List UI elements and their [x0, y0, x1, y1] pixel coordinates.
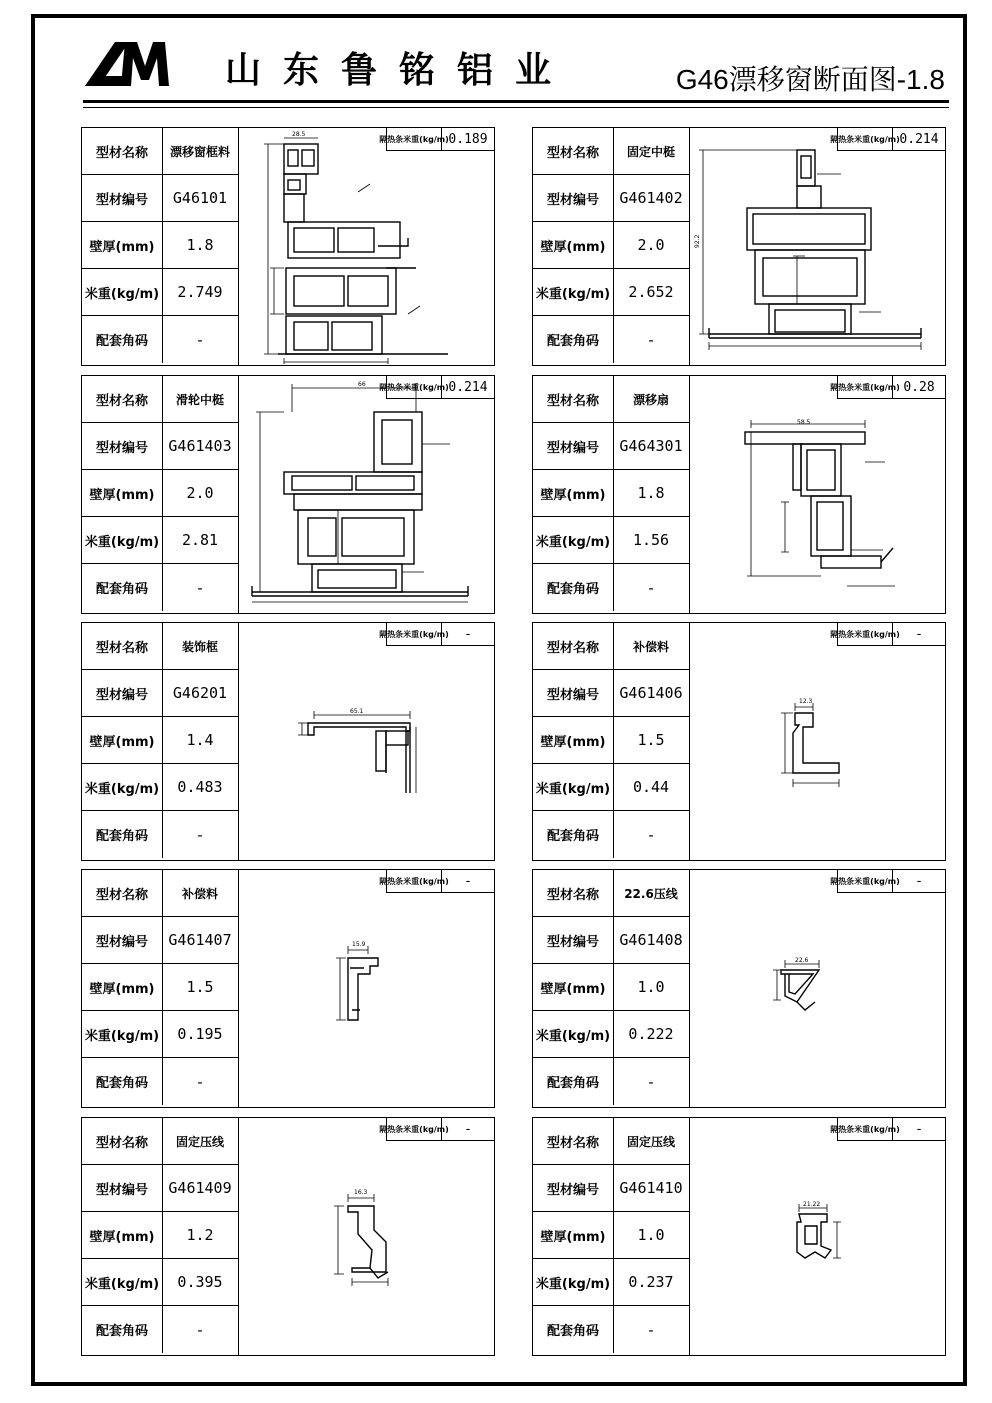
strip-weight-label: 隔热条米重(kg/m)	[387, 870, 442, 892]
spec-label-weight: 米重(kg/m)	[82, 1011, 163, 1057]
spec-row-name	[533, 1118, 689, 1165]
spec-row-name	[82, 623, 238, 670]
spec-value-code: G461403	[168, 437, 232, 455]
strip-weight-label: 隔热条米重(kg/m)	[387, 128, 442, 150]
spec-label-corner: 配套角码	[533, 564, 614, 611]
spec-row-code	[82, 175, 238, 222]
strip-weight-label: 隔热条米重(kg/m)	[838, 128, 893, 150]
spec-label-code: 型材编号	[533, 670, 614, 716]
profile-card-G461407	[81, 869, 495, 1108]
spec-label-code: 型材编号	[82, 1165, 163, 1211]
spec-value-corner: -	[195, 1320, 205, 1339]
spec-value-wall: 1.5	[637, 731, 665, 749]
spec-value-wall: 1.0	[637, 978, 665, 996]
spec-value-weight: 1.56	[632, 531, 670, 549]
strip-weight-value: -	[464, 873, 472, 889]
spec-row-corner	[533, 316, 689, 363]
spec-row-name	[82, 1118, 238, 1165]
company-logo	[85, 40, 169, 88]
dimension-label: 66	[358, 381, 366, 388]
spec-label-name: 型材名称	[533, 1118, 614, 1164]
spec-label-code: 型材编号	[82, 175, 163, 221]
spec-value-name: 补偿料	[181, 886, 218, 901]
spec-value-name: 固定中梃	[626, 144, 675, 159]
spec-value-wall: 1.5	[186, 978, 214, 996]
spec-label-wall: 壁厚(mm)	[82, 470, 163, 516]
header-rule-thin	[83, 107, 949, 108]
dimension-label: 22.6	[795, 957, 809, 964]
strip-weight-box	[830, 870, 945, 893]
title-block	[35, 18, 963, 108]
spec-row-wall	[82, 717, 238, 764]
spec-value-code: G461410	[619, 1179, 683, 1197]
profile-card-G461403	[81, 375, 495, 614]
spec-label-corner: 配套角码	[82, 1306, 163, 1353]
spec-row-corner	[82, 1058, 238, 1105]
profile-card-G46201	[81, 622, 495, 861]
strip-weight-box	[379, 870, 494, 893]
spec-value-wall: 1.8	[186, 236, 214, 254]
spec-value-corner: -	[195, 1072, 205, 1091]
spec-label-code: 型材编号	[533, 1165, 614, 1211]
spec-row-weight	[533, 517, 689, 564]
spec-row-code	[82, 423, 238, 470]
spec-label-corner: 配套角码	[533, 1306, 614, 1353]
profile-card-G461402	[532, 127, 946, 366]
spec-label-wall: 壁厚(mm)	[82, 964, 163, 1010]
strip-weight-value: -	[915, 873, 923, 889]
spec-label-wall: 壁厚(mm)	[533, 222, 614, 268]
spec-row-corner	[82, 316, 238, 363]
spec-row-wall	[82, 964, 238, 1011]
spec-value-code: G461402	[619, 189, 683, 207]
spec-row-weight	[82, 1011, 238, 1058]
strip-weight-box	[379, 1118, 494, 1141]
spec-value-code: G461406	[619, 684, 683, 702]
spec-row-wall	[82, 222, 238, 269]
strip-weight-box	[379, 128, 494, 151]
profile-section-drawing	[689, 870, 945, 1106]
spec-value-corner: -	[195, 330, 205, 349]
spec-value-weight: 0.395	[177, 1273, 223, 1291]
spec-row-code	[82, 1165, 238, 1212]
spec-value-weight: 0.222	[628, 1025, 674, 1043]
spec-row-weight	[533, 1259, 689, 1306]
profile-spec-table	[533, 376, 690, 613]
spec-value-code: G461407	[168, 931, 232, 949]
spec-row-code	[82, 670, 238, 717]
spec-row-corner	[533, 564, 689, 611]
spec-row-name	[82, 870, 238, 917]
spec-value-name: 补偿料	[632, 639, 669, 654]
spec-value-corner: -	[646, 578, 656, 597]
spec-value-weight: 0.483	[177, 778, 223, 796]
strip-weight-value: 0.189	[448, 131, 488, 147]
strip-weight-value: -	[464, 626, 472, 642]
spec-value-weight: 0.195	[177, 1025, 223, 1043]
profile-section-drawing	[238, 623, 494, 859]
strip-weight-box	[830, 1118, 945, 1141]
spec-value-corner: -	[646, 825, 656, 844]
profile-spec-table	[82, 1118, 239, 1355]
dimension-label: 15.9	[352, 941, 366, 948]
spec-row-corner	[82, 811, 238, 858]
profile-card-G461406	[532, 622, 946, 861]
spec-label-wall: 壁厚(mm)	[533, 964, 614, 1010]
profile-card-G461408	[532, 869, 946, 1108]
spec-value-wall: 2.0	[186, 484, 214, 502]
spec-row-code	[533, 175, 689, 222]
spec-label-corner: 配套角码	[533, 316, 614, 363]
spec-value-corner: -	[195, 578, 205, 597]
strip-weight-label: 隔热条米重(kg/m)	[387, 376, 442, 398]
dimension-label: 21.22	[803, 1201, 821, 1208]
dimension-label: 12.3	[799, 698, 813, 705]
spec-label-weight: 米重(kg/m)	[82, 1259, 163, 1305]
spec-row-wall	[533, 222, 689, 269]
section-svg	[689, 128, 945, 364]
spec-label-weight: 米重(kg/m)	[533, 1011, 614, 1057]
strip-weight-box	[379, 376, 494, 399]
spec-value-wall: 1.2	[186, 1226, 214, 1244]
spec-label-code: 型材编号	[533, 917, 614, 963]
spec-row-corner	[533, 1058, 689, 1105]
spec-label-weight: 米重(kg/m)	[533, 269, 614, 315]
strip-weight-box	[379, 623, 494, 646]
spec-label-name: 型材名称	[533, 376, 614, 422]
spec-row-code	[533, 423, 689, 470]
spec-row-name	[533, 376, 689, 423]
header-rule	[83, 100, 949, 103]
spec-label-name: 型材名称	[533, 623, 614, 669]
spec-label-wall: 壁厚(mm)	[82, 717, 163, 763]
spec-row-corner	[82, 1306, 238, 1353]
spec-value-weight: 2.81	[181, 531, 219, 549]
strip-weight-value: -	[915, 1121, 923, 1137]
strip-weight-label: 隔热条米重(kg/m)	[838, 376, 893, 398]
spec-row-corner	[82, 564, 238, 611]
strip-weight-label: 隔热条米重(kg/m)	[838, 870, 893, 892]
spec-row-wall	[533, 964, 689, 1011]
spec-value-name: 装饰框	[181, 639, 218, 654]
spec-value-code: G46101	[172, 189, 228, 207]
spec-label-corner: 配套角码	[533, 1058, 614, 1105]
profile-card-G46101	[81, 127, 495, 366]
spec-value-corner: -	[646, 1072, 656, 1091]
strip-weight-box	[830, 376, 945, 399]
sheet-title: G46漂移窗断面图-1.8	[675, 64, 945, 95]
profile-section-drawing	[689, 128, 945, 364]
spec-label-name: 型材名称	[82, 870, 163, 916]
profile-spec-table	[82, 128, 239, 365]
spec-row-name	[533, 870, 689, 917]
strip-weight-label: 隔热条米重(kg/m)	[387, 623, 442, 645]
spec-row-weight	[82, 1259, 238, 1306]
strip-weight-value: 0.214	[448, 379, 488, 395]
spec-label-name: 型材名称	[82, 1118, 163, 1164]
strip-weight-box	[830, 623, 945, 646]
spec-label-weight: 米重(kg/m)	[533, 1259, 614, 1305]
strip-weight-value: -	[915, 626, 923, 642]
strip-weight-box	[830, 128, 945, 151]
spec-label-name: 型材名称	[82, 376, 163, 422]
spec-value-corner: -	[646, 1320, 656, 1339]
profile-section-drawing	[238, 128, 494, 364]
spec-value-wall: 1.4	[186, 731, 214, 749]
spec-label-name: 型材名称	[82, 623, 163, 669]
dimension-label: 65.1	[350, 708, 364, 715]
spec-label-weight: 米重(kg/m)	[82, 269, 163, 315]
spec-label-corner: 配套角码	[82, 1058, 163, 1105]
profile-spec-table	[533, 623, 690, 860]
profile-spec-table	[82, 376, 239, 613]
profile-card-G461409	[81, 1117, 495, 1356]
spec-label-corner: 配套角码	[82, 316, 163, 363]
profile-card-G464301	[532, 375, 946, 614]
spec-row-weight	[533, 1011, 689, 1058]
section-svg	[689, 1118, 945, 1354]
spec-row-corner	[533, 1306, 689, 1353]
spec-value-name: 滑轮中梃	[175, 392, 224, 407]
spec-label-wall: 壁厚(mm)	[533, 470, 614, 516]
section-svg	[238, 1118, 494, 1354]
strip-weight-label: 隔热条米重(kg/m)	[838, 623, 893, 645]
dimension-label: 16.3	[354, 1189, 368, 1196]
spec-row-code	[82, 917, 238, 964]
spec-row-corner	[533, 811, 689, 858]
spec-row-weight	[82, 764, 238, 811]
spec-row-name	[82, 128, 238, 175]
company-name: 山东鲁铭铝业	[225, 49, 574, 91]
spec-label-wall: 壁厚(mm)	[82, 222, 163, 268]
spec-value-corner: -	[195, 825, 205, 844]
spec-value-name: 固定压线	[626, 1134, 675, 1149]
strip-weight-value: -	[464, 1121, 472, 1137]
spec-value-wall: 1.0	[637, 1226, 665, 1244]
section-svg	[689, 376, 945, 612]
profile-section-drawing	[689, 623, 945, 859]
spec-value-name: 漂移窗框料	[169, 144, 230, 159]
spec-row-weight	[533, 764, 689, 811]
profile-section-drawing	[689, 376, 945, 612]
profile-spec-table	[533, 1118, 690, 1355]
profile-spec-table	[533, 870, 690, 1107]
spec-label-weight: 米重(kg/m)	[82, 764, 163, 810]
spec-value-weight: 2.749	[177, 283, 223, 301]
spec-row-name	[82, 376, 238, 423]
spec-label-wall: 壁厚(mm)	[533, 1212, 614, 1258]
spec-row-code	[533, 670, 689, 717]
spec-row-wall	[533, 717, 689, 764]
section-svg	[238, 128, 494, 364]
spec-value-wall: 2.0	[637, 236, 665, 254]
spec-label-code: 型材编号	[82, 670, 163, 716]
spec-row-wall	[533, 1212, 689, 1259]
strip-weight-label: 隔热条米重(kg/m)	[838, 1118, 893, 1140]
spec-value-name: 22.6压线	[624, 886, 678, 901]
spec-label-code: 型材编号	[533, 423, 614, 469]
profile-spec-table	[82, 623, 239, 860]
spec-label-corner: 配套角码	[82, 564, 163, 611]
profile-card-G461410	[532, 1117, 946, 1356]
spec-row-weight	[533, 269, 689, 316]
spec-value-corner: -	[646, 330, 656, 349]
spec-row-name	[533, 623, 689, 670]
spec-value-name: 漂移扇	[632, 392, 669, 407]
spec-value-code: G464301	[619, 437, 683, 455]
section-svg	[238, 376, 494, 612]
dimension-label: 58.5	[797, 419, 811, 426]
spec-label-code: 型材编号	[82, 917, 163, 963]
spec-row-code	[533, 1165, 689, 1212]
strip-weight-label: 隔热条米重(kg/m)	[387, 1118, 442, 1140]
section-svg	[238, 623, 494, 859]
spec-label-name: 型材名称	[533, 128, 614, 174]
spec-label-wall: 壁厚(mm)	[82, 1212, 163, 1258]
spec-row-weight	[82, 269, 238, 316]
dimension-label: 28.5	[292, 131, 306, 138]
spec-value-weight: 2.652	[628, 283, 674, 301]
spec-label-weight: 米重(kg/m)	[533, 517, 614, 563]
spec-value-weight: 0.44	[632, 778, 670, 796]
spec-row-wall	[82, 1212, 238, 1259]
spec-value-weight: 0.237	[628, 1273, 674, 1291]
spec-value-name: 固定压线	[175, 1134, 224, 1149]
spec-label-weight: 米重(kg/m)	[82, 517, 163, 563]
spec-value-code: G461409	[168, 1179, 232, 1197]
section-svg	[689, 623, 945, 859]
profile-section-drawing	[238, 376, 494, 612]
profile-section-drawing	[689, 1118, 945, 1354]
dimension-label: 92.2	[694, 234, 701, 248]
spec-label-corner: 配套角码	[82, 811, 163, 858]
spec-row-name	[533, 128, 689, 175]
spec-label-name: 型材名称	[533, 870, 614, 916]
spec-label-name: 型材名称	[82, 128, 163, 174]
spec-value-wall: 1.8	[637, 484, 665, 502]
section-svg	[238, 870, 494, 1106]
profile-section-drawing	[238, 870, 494, 1106]
spec-label-weight: 米重(kg/m)	[533, 764, 614, 810]
spec-label-corner: 配套角码	[533, 811, 614, 858]
profile-section-drawing	[238, 1118, 494, 1354]
profile-spec-table	[82, 870, 239, 1107]
spec-value-code: G46201	[172, 684, 228, 702]
strip-weight-value: 0.214	[899, 131, 939, 147]
spec-row-wall	[533, 470, 689, 517]
spec-row-weight	[82, 517, 238, 564]
profile-spec-table	[533, 128, 690, 365]
spec-row-wall	[82, 470, 238, 517]
spec-label-code: 型材编号	[533, 175, 614, 221]
spec-label-code: 型材编号	[82, 423, 163, 469]
section-svg	[689, 870, 945, 1106]
spec-label-wall: 壁厚(mm)	[533, 717, 614, 763]
spec-row-code	[533, 917, 689, 964]
spec-value-code: G461408	[619, 931, 683, 949]
strip-weight-value: 0.28	[903, 379, 935, 395]
